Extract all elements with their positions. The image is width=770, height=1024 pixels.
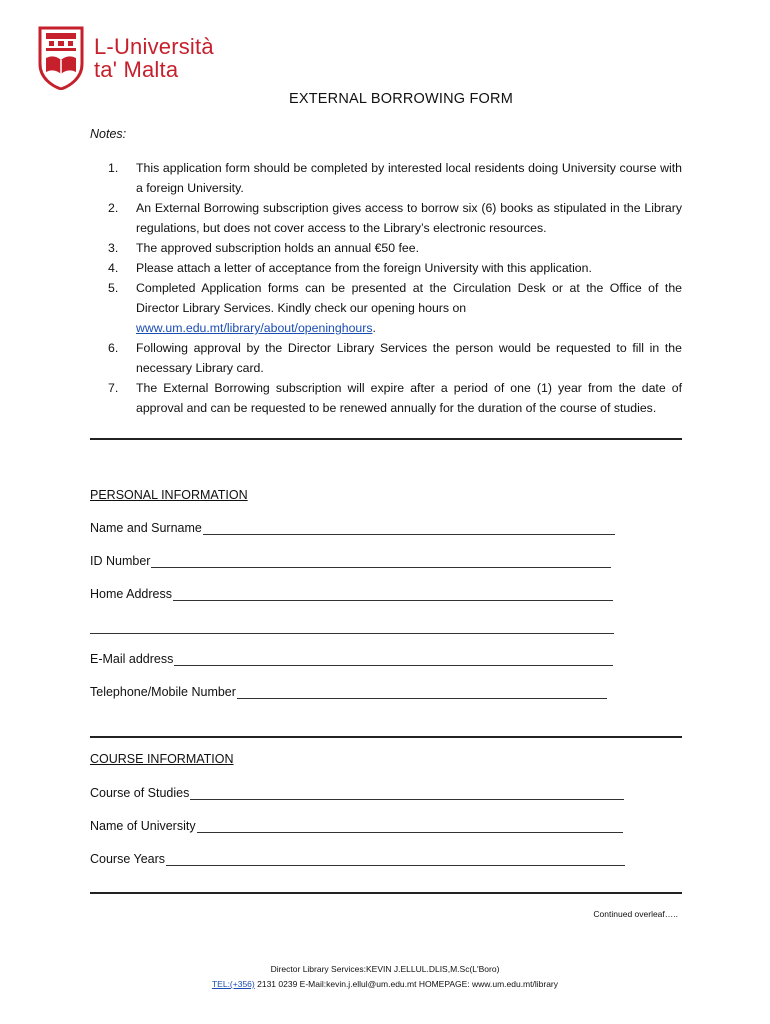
university-input-line[interactable] — [197, 818, 623, 833]
university-logo — [36, 26, 214, 90]
email-label: E-Mail address — [90, 652, 174, 666]
note-number: 5. — [108, 281, 119, 295]
name-field[interactable] — [90, 520, 615, 535]
id-label: ID Number — [90, 554, 151, 568]
logo-line-1: L-Università — [94, 34, 214, 59]
university-crest-icon — [36, 26, 86, 90]
note-number: 1. — [108, 161, 119, 175]
course-years-label: Course Years — [90, 852, 166, 866]
address-field[interactable] — [90, 586, 613, 601]
note-number: 2. — [108, 201, 119, 215]
course-of-studies-field[interactable] — [90, 785, 624, 800]
course-years-input-line[interactable] — [166, 851, 625, 866]
university-name — [94, 35, 214, 81]
note-text-end: . — [372, 321, 376, 335]
university-label: Name of University — [90, 819, 196, 833]
note-text: The External Borrowing subscription will expire after a period of one (1) year from the date of approval and can be requested to be renewed annually for the duration of the course of studies. — [136, 381, 682, 415]
course-info-heading: COURSE INFORMATION — [90, 752, 234, 766]
footer-contact-line — [0, 977, 770, 992]
page-footer — [0, 962, 770, 992]
note-item — [108, 378, 682, 418]
personal-info-heading: PERSONAL INFORMATION — [90, 488, 248, 502]
note-text-with-link — [136, 278, 682, 338]
university-field[interactable] — [90, 818, 623, 833]
course-years-field[interactable] — [90, 851, 625, 866]
telephone-link[interactable]: TEL:(+356) — [211, 979, 255, 989]
note-text: Please attach a letter of acceptance from the foreign University with this application. — [136, 261, 592, 275]
form-title: EXTERNAL BORROWING FORM — [289, 91, 513, 107]
footer-contact-text: 2131 0239 E-Mail:kevin.j.ellul@um.edu.mt HOMEPAGE: www.um.edu.mt/library — [254, 979, 558, 989]
name-input-line[interactable] — [203, 520, 615, 535]
note-item — [108, 198, 682, 238]
note-text: An External Borrowing subscription gives access to borrow six (6) books as stipulated in the Library regulations, but does not cover access to the Library’s electronic resources. — [136, 201, 682, 235]
note-number: 6. — [108, 341, 119, 355]
continued-note: Continued overleaf….. — [593, 909, 678, 919]
section-divider — [90, 736, 682, 738]
address-input-line[interactable] — [173, 586, 613, 601]
phone-input-line[interactable] — [237, 684, 607, 699]
note-number: 7. — [108, 381, 119, 395]
notes-label: Notes: — [90, 127, 127, 141]
address-label: Home Address — [90, 587, 172, 601]
name-label: Name and Surname — [90, 521, 202, 535]
id-input-line[interactable] — [151, 553, 611, 568]
phone-field[interactable] — [90, 684, 607, 699]
note-text: Completed Application forms can be presented at the Circulation Desk or at the Office of the Director Library Services. Kindly check our opening hours on — [136, 281, 682, 315]
note-item — [108, 338, 682, 378]
course-of-studies-label: Course of Studies — [90, 786, 190, 800]
section-divider — [90, 892, 682, 894]
note-text: The approved subscription holds an annual €50 fee. — [136, 241, 420, 255]
note-number: 4. — [108, 261, 119, 275]
note-item — [108, 158, 682, 198]
note-item — [108, 258, 682, 278]
course-of-studies-input-line[interactable] — [190, 785, 624, 800]
note-text: Following approval by the Director Library Services the person would be requested to fill in the necessary Library card. — [136, 341, 682, 375]
id-field[interactable] — [90, 553, 611, 568]
notes-list — [108, 158, 682, 418]
address-line-2-field[interactable] — [90, 619, 614, 634]
note-number: 3. — [108, 241, 119, 255]
address-input-line-2[interactable] — [90, 619, 614, 634]
note-text: This application form should be completed by interested local residents doing University course with a foreign University. — [136, 161, 682, 195]
opening-hours-link[interactable]: www.um.edu.mt/library/about/openinghours — [136, 321, 373, 335]
email-field[interactable] — [90, 651, 613, 666]
phone-label: Telephone/Mobile Number — [90, 685, 236, 699]
logo-line-2: ta' Malta — [94, 57, 179, 82]
note-item — [108, 278, 682, 338]
note-item — [108, 238, 682, 258]
footer-director-line: Director Library Services:KEVIN J.ELLUL.DLIS,M.Sc(L'Boro) — [270, 964, 500, 974]
section-divider — [90, 438, 682, 440]
email-input-line[interactable] — [174, 651, 613, 666]
